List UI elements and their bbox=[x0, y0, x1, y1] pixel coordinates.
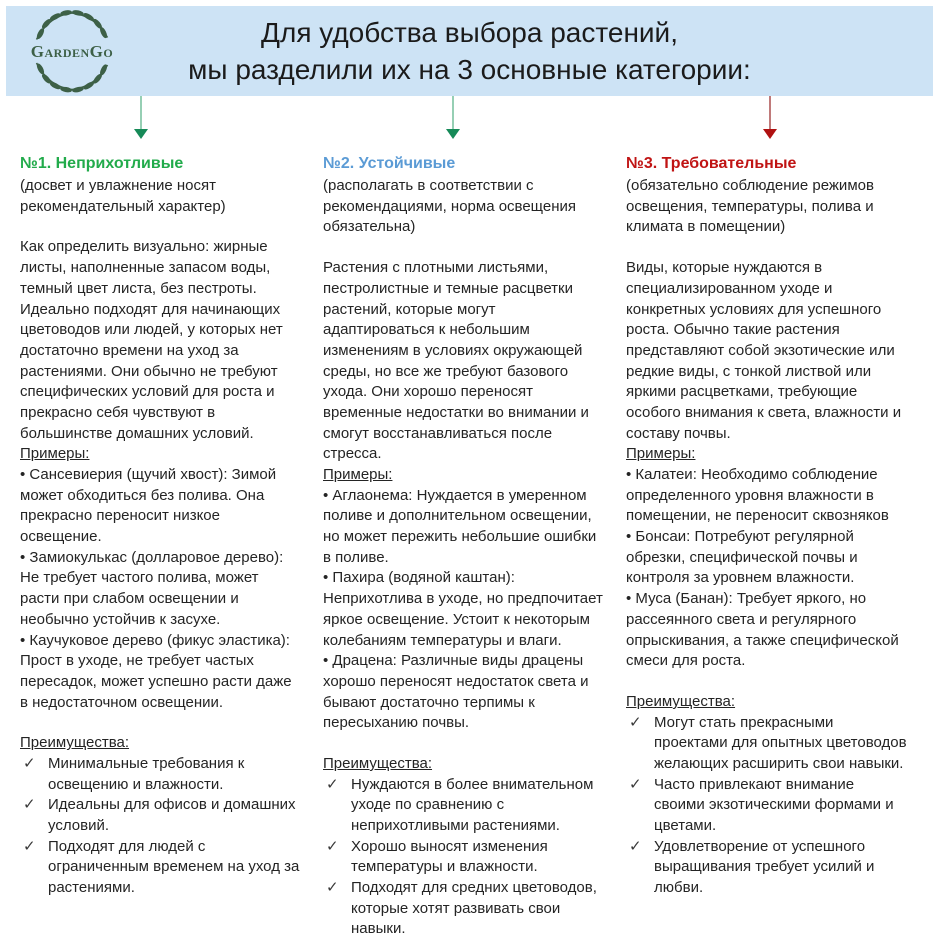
advantages-list bbox=[323, 775, 604, 940]
examples-list bbox=[323, 486, 604, 734]
examples-label: Примеры: bbox=[20, 445, 90, 463]
examples-label: Примеры: bbox=[323, 466, 393, 484]
category-columns bbox=[0, 153, 933, 940]
down-arrow bbox=[763, 96, 777, 140]
arrow-head-icon bbox=[763, 129, 777, 139]
advantage-item: ✓ Минимальные требования к освещению и влажности. bbox=[20, 754, 301, 795]
advantage-item: ✓ Хорошо выносят изменения температуры и влажности. bbox=[323, 837, 604, 878]
example-item: • Пахира (водяной каштан): Неприхотлива в уходе, но предпочитает яркое освещение. Устоит к некоторым колебаниям температуры и влаги. bbox=[323, 568, 604, 651]
advantage-item: ✓ Подходят для средних цветоводов, которые хотят развивать свои навыки. bbox=[323, 878, 604, 940]
advantage-item: ✓ Часто привлекают внимание своими экзотическими формами и цветами. bbox=[626, 775, 907, 837]
advantages-list bbox=[20, 754, 301, 899]
column-subtitle: (досвет и увлажнение носят рекомендательный характер) bbox=[20, 177, 226, 215]
logo-text: GardenGo bbox=[30, 41, 114, 61]
column-heading: №1. Неприхотливые bbox=[20, 155, 184, 172]
page-title bbox=[6, 14, 933, 88]
examples-list bbox=[20, 465, 301, 713]
page-title-line1: Для удобства выбора растений, bbox=[261, 17, 678, 48]
examples-label: Примеры: bbox=[626, 445, 696, 463]
category-column bbox=[20, 153, 301, 940]
advantage-item: ✓ Подходят для людей с ограниченным временем на уход за растениями. bbox=[20, 837, 301, 899]
arrow-head-icon bbox=[134, 129, 148, 139]
page-title-line2: мы разделили их на 3 основные категории: bbox=[188, 54, 751, 86]
category-column bbox=[626, 153, 907, 940]
example-item: • Сансевиерия (щучий хвост): Зимой может обходиться без полива. Она прекрасно переносит низкое освещение. bbox=[20, 465, 301, 548]
advantage-item: ✓ Нуждаются в более внимательном уходе по сравнению с неприхотливыми растениями. bbox=[323, 775, 604, 837]
advantages-label: Преимущества: bbox=[20, 734, 130, 752]
advantages-label: Преимущества: bbox=[323, 754, 433, 772]
advantages-label: Преимущества: bbox=[626, 692, 736, 710]
column-intro: Растения с плотными листьями, пестролистные и темные расцветки растений, которые могут адаптироваться к небольшим изменениям в условиях окружающей среды, но все же требуют базового ухода. Они хорошо переносят временные недостатки во внимании и смогут восстанавливаться после стресса. bbox=[323, 259, 589, 463]
arrow-head-icon bbox=[446, 129, 460, 139]
advantages-list bbox=[626, 713, 907, 899]
examples-list bbox=[626, 465, 907, 672]
column-intro: Виды, которые нуждаются в специализированном уходе и конкретных условиях для успешного роста. Обычно такие растения представляют собой экзотические или редкие виды, с тонкой листвой или яркими расцветками, требующие особого внимания к света, влажности и составу почвы. bbox=[626, 259, 902, 442]
example-item: • Замиокулькас (долларовое дерево): Не требует частого полива, может расти при слабом освещении и необычно устойчив к засухе. bbox=[20, 548, 301, 631]
column-intro: Как определить визуально: жирные листы, наполненные запасом воды, темный цвет листа, без пестроты. Идеально подходят для начинающих цветоводов или людей, у которых нет достаточно времени на уход за растениями. Они обычно не требуют специфических условий для роста и прекрасно себя чувствуют в большинстве домашних условий. bbox=[20, 238, 283, 442]
example-item: • Каучуковое дерево (фикус эластика): Прост в уходе, не требует частых пересадок, может успешно расти даже в недостаточном освещении. bbox=[20, 631, 301, 714]
column-subtitle: (располагать в соответствии с рекомендациями, норма освещения обязательна) bbox=[323, 177, 576, 236]
advantage-item: ✓ Могут стать прекрасными проектами для опытных цветоводов желающих расширить свои навыки. bbox=[626, 713, 907, 775]
header-banner bbox=[6, 6, 933, 96]
column-heading: №2. Устойчивые bbox=[323, 155, 456, 172]
down-arrow bbox=[446, 96, 460, 140]
advantage-item: ✓ Идеальны для офисов и домашних условий. bbox=[20, 795, 301, 836]
example-item: • Калатеи: Необходимо соблюдение определенного уровня влажности в помещении, не переносит сквозняков bbox=[626, 465, 907, 527]
example-item: • Бонсаи: Потребуют регулярной обрезки, специфической почвы и контроля за уровнем влажности. bbox=[626, 527, 907, 589]
example-item: • Аглаонема: Нуждается в умеренном поливе и дополнительном освещении, но может пережить небольшие ошибки в поливе. bbox=[323, 486, 604, 569]
example-item: • Муса (Банан): Требует яркого, но рассеянного света и регулярного опрыскивания, а также специфической смеси для роста. bbox=[626, 589, 907, 672]
down-arrow bbox=[134, 96, 148, 140]
column-heading: №3. Требовательные bbox=[626, 155, 797, 172]
arrow-stem bbox=[140, 96, 143, 129]
arrow-stem bbox=[769, 96, 772, 129]
example-item: • Драцена: Различные виды драцены хорошо переносят недостаток света и бывают достаточно терпимы к пересыханию почвы. bbox=[323, 651, 604, 734]
column-subtitle: (обязательно соблюдение режимов освещения, температуры, полива и климата в помещении) bbox=[626, 177, 874, 236]
category-column bbox=[323, 153, 604, 940]
advantage-item: ✓ Удовлетворение от успешного выращивания требует усилий и любви. bbox=[626, 837, 907, 899]
arrow-stem bbox=[452, 96, 455, 129]
